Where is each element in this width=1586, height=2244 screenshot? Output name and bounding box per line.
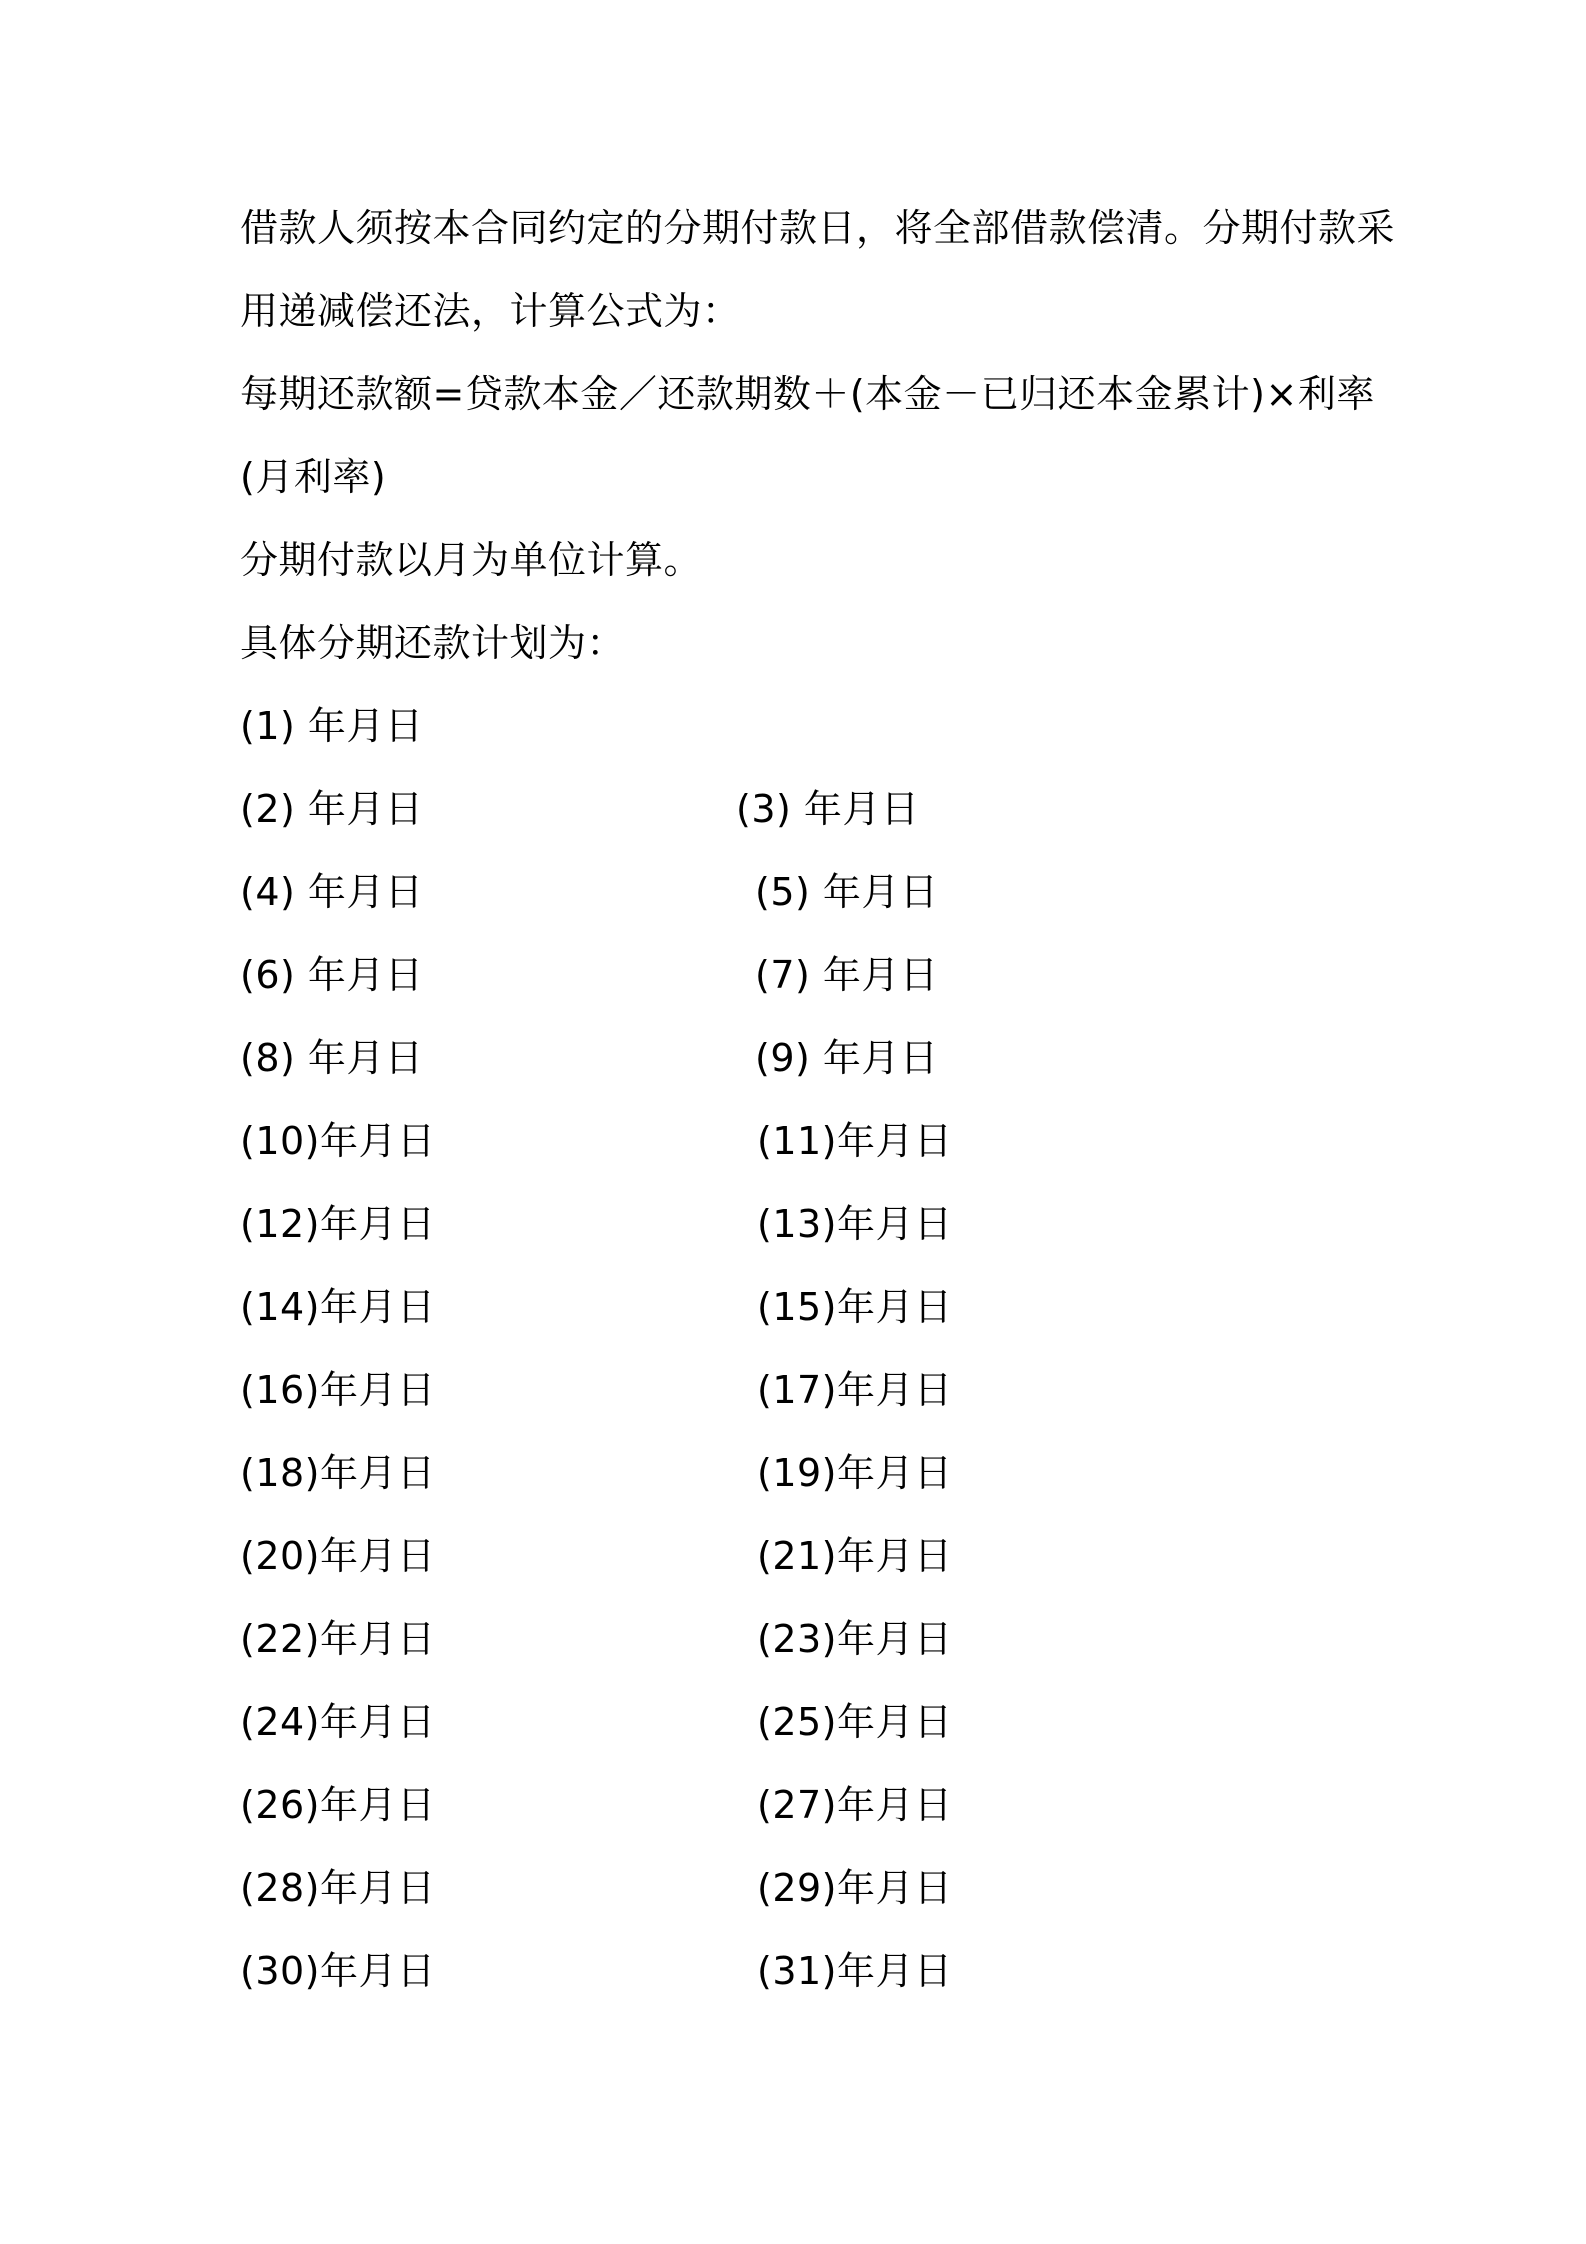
schedule-item-right: (5) 年月日 bbox=[755, 870, 939, 914]
schedule-item-left: (30)年月日 bbox=[240, 1949, 436, 1993]
schedule-item-left: (14)年月日 bbox=[240, 1285, 436, 1329]
schedule-item-right: (7) 年月日 bbox=[755, 953, 939, 997]
schedule-item-left: (22)年月日 bbox=[240, 1617, 436, 1661]
paragraph-repayment-terms-2: 用递减偿还法，计算公式为： bbox=[240, 289, 741, 333]
schedule-item-left: (6) 年月日 bbox=[240, 953, 424, 997]
schedule-item-right: (23)年月日 bbox=[757, 1617, 953, 1661]
schedule-item-left: (28)年月日 bbox=[240, 1866, 436, 1910]
paragraph-repayment-terms-1: 借款人须按本合同约定的分期付款日，将全部借款偿清。分期付款采 bbox=[240, 206, 1396, 250]
schedule-item-right: (25)年月日 bbox=[757, 1700, 953, 1744]
paragraph-formula-2: (月利率) bbox=[240, 455, 387, 499]
schedule-item-left: (26)年月日 bbox=[240, 1783, 436, 1827]
schedule-item-right: (13)年月日 bbox=[757, 1202, 953, 1246]
paragraph-formula-1: 每期还款额=贷款本金／还款期数＋(本金－已归还本金累计)×利率 bbox=[240, 372, 1375, 416]
schedule-item-right: (17)年月日 bbox=[757, 1368, 953, 1412]
schedule-item-left: (8) 年月日 bbox=[240, 1036, 424, 1080]
schedule-item-right: (3) 年月日 bbox=[736, 787, 920, 831]
schedule-item-left: (4) 年月日 bbox=[240, 870, 424, 914]
schedule-item-right: (21)年月日 bbox=[757, 1534, 953, 1578]
schedule-item-left: (2) 年月日 bbox=[240, 787, 424, 831]
schedule-item-right: (9) 年月日 bbox=[755, 1036, 939, 1080]
schedule-item-left: (18)年月日 bbox=[240, 1451, 436, 1495]
schedule-item-right: (19)年月日 bbox=[757, 1451, 953, 1495]
paragraph-schedule-heading: 具体分期还款计划为： bbox=[240, 621, 626, 665]
schedule-item-right: (31)年月日 bbox=[757, 1949, 953, 1993]
schedule-item-right: (11)年月日 bbox=[757, 1119, 953, 1163]
schedule-item-left: (16)年月日 bbox=[240, 1368, 436, 1412]
schedule-item-left: (12)年月日 bbox=[240, 1202, 436, 1246]
schedule-item-right: (27)年月日 bbox=[757, 1783, 953, 1827]
schedule-item-right: (15)年月日 bbox=[757, 1285, 953, 1329]
schedule-item-left: (10)年月日 bbox=[240, 1119, 436, 1163]
schedule-item-right: (29)年月日 bbox=[757, 1866, 953, 1910]
schedule-item-1: (1) 年月日 bbox=[240, 704, 424, 748]
paragraph-monthly-unit: 分期付款以月为单位计算。 bbox=[240, 538, 703, 582]
schedule-item-left: (20)年月日 bbox=[240, 1534, 436, 1578]
schedule-item-left: (24)年月日 bbox=[240, 1700, 436, 1744]
